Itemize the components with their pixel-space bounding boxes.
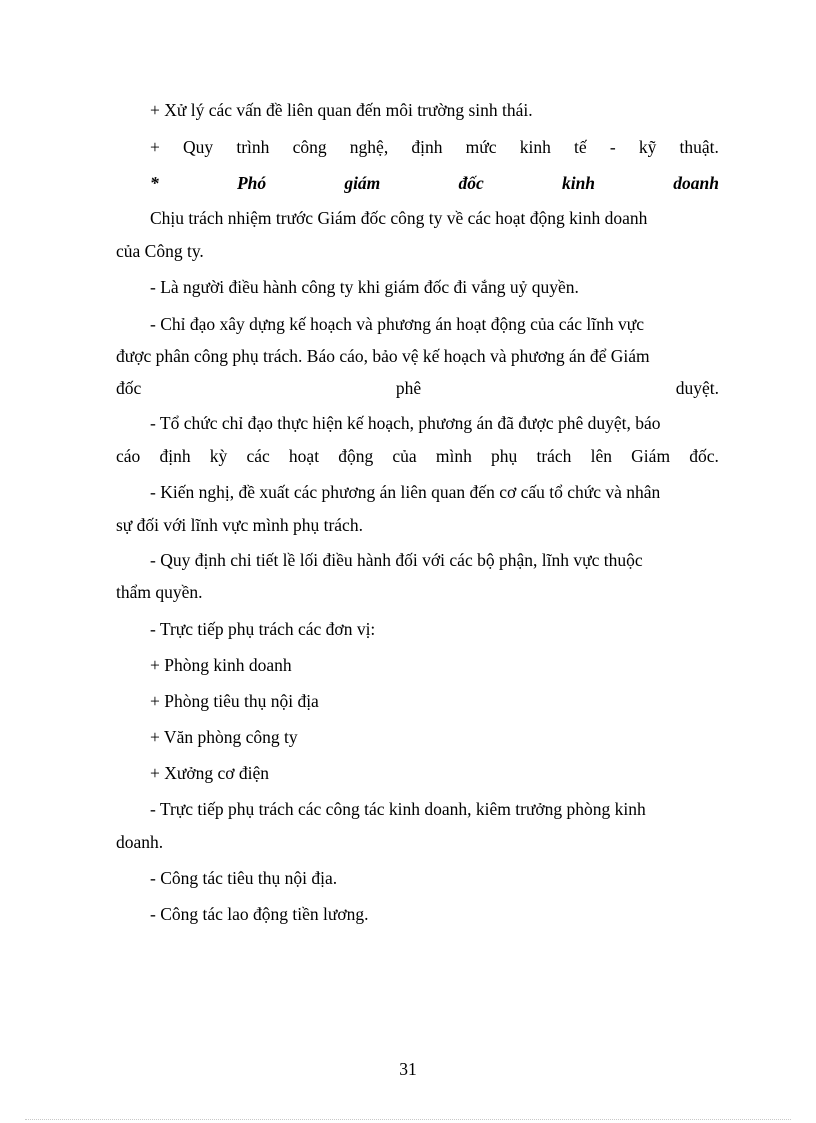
responsibility-line-1: Chịu trách nhiệm trước Giám đốc công ty về các hoạt động kinh doanh [150,208,648,228]
item-proposal-line-1: - Kiến nghị, đề xuất các phương án liên quan đến cơ cấu tổ chức và nhân [150,482,661,502]
page-number: 31 [399,1059,417,1079]
item-business-line-2: doanh. [116,832,164,852]
item-acting-director: - Là người điều hành công ty khi giám đốc đi vắng uỷ quyền. [150,277,579,297]
item-domestic-sales: - Công tác tiêu thụ nội địa. [150,868,338,888]
unit-item: + Xưởng cơ điện [150,763,270,783]
unit-item: + Phòng tiêu thụ nội địa [150,691,319,711]
item-rules-line-2: thẩm quyền. [116,582,203,602]
item-execution-line-1: - Tổ chức chỉ đạo thực hiện kế hoạch, phương án đã được phê duyệt, báo [150,413,661,433]
section-heading-deputy-director: * Phó giám đốc kinh doanh [150,173,719,193]
item-technology-process: + Quy trình công nghệ, định mức kinh tế - kỹ thuật. [150,137,719,157]
item-environment: + Xử lý các vấn đề liên quan đến môi trường sinh thái. [150,100,533,120]
item-units-intro: - Trực tiếp phụ trách các đơn vị: [150,619,376,639]
page-bottom-divider [25,1119,791,1120]
item-execution-line-2: cáo định kỳ các hoạt động của mình phụ trách lên Giám đốc. [116,446,719,466]
item-proposal-line-2: sự đối với lĩnh vực mình phụ trách. [116,515,363,535]
item-planning-line-3: đốc phê duyệt. [116,378,719,398]
unit-item: + Văn phòng công ty [150,727,298,747]
responsibility-line-2: của Công ty. [116,241,204,261]
item-labor-wages: - Công tác lao động tiền lương. [150,904,369,924]
item-planning-line-2: được phân công phụ trách. Báo cáo, bảo vệ kế hoạch và phương án để Giám [116,346,650,366]
item-planning-line-1: - Chỉ đạo xây dựng kế hoạch và phương án hoạt động của các lĩnh vực [150,314,645,334]
item-rules-line-1: - Quy định chi tiết lề lối điều hành đối với các bộ phận, lĩnh vực thuộc [150,550,643,570]
item-business-line-1: - Trực tiếp phụ trách các công tác kinh doanh, kiêm trưởng phòng kinh [150,799,646,819]
unit-item: + Phòng kinh doanh [150,655,292,675]
